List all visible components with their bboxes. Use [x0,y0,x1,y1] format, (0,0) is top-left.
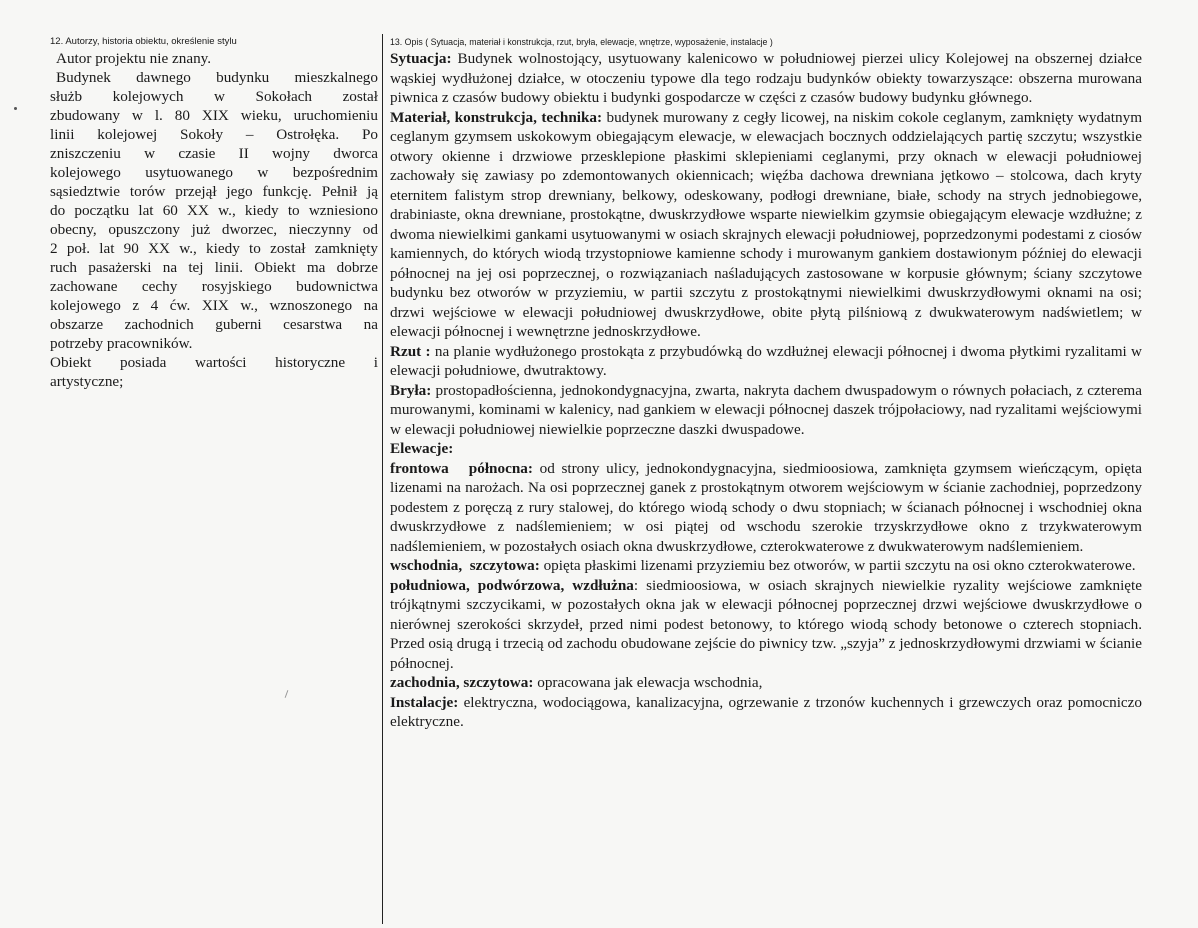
section-label: Instalacje: [390,693,459,711]
description-section [390,108,1142,342]
history-line: zbudowany w l. 80 XIX wieku, uruchomieniu [50,107,378,124]
section-text: prostopadłościenna, jednokondygnacyjna, zwarta, nakryta dachem dwuspadowym o równych połaciach, z czterema murowanymi, kominami w kalenicy, nad gankiem w elewacji północnej daszek trójpołaciowy, nad ryzalitami wejściowymi w elewacji południowej niewielkie poprzeczne daszki dwuspadowe. [390,381,1142,438]
history-line: potrzeby pracowników. [50,335,193,352]
history-line: zachowane cechy rosyjskiego budownictwa [50,278,378,295]
value-paragraph [50,353,378,391]
history-line: służb kolejowych w Sokołach został [50,88,378,105]
section-label: Elewacje: [390,440,454,457]
description-section [390,556,1142,576]
history-line: linii kolejowej Sokoły – Ostrołęka. Po [50,126,378,143]
section-text: Budynek wolnostojący, usytuowany kalenicowo w południowej pierzei ulicy Kolejowej na obszernej działce wąskiej wydłużonej działce, w otoczeniu typowe dla tego rodzaju budynków obiekty towarzyszące: obszerna murowana piwnica z czasów budowy obiektu i budynki gospodarcze w części z czasów budowy budynku głównego. [390,50,1142,106]
section-text: elektryczna, wodociągowa, kanalizacyjna, ogrzewanie z trzonów kuchennych i grzewczych oraz pomocniczo elektryczne. [390,693,1142,730]
history-line: kolejowego usytuowanego w bezpośrednim [50,164,378,181]
description-section [390,576,1142,674]
scan-speck [14,107,17,110]
section-text: : siedmioosiowa, w osiach skrajnych niewielkie ryzality wejściowe zamknięte trójkątnymi szczycikami, w pozostałych okna jak w elewacji północnej poprzecznej drzwi wejściowe dwuskrzydłowe o nierównej szerokości skrzydeł, przed nimi podest betonowy, to którego wiodą schody betonowe o czterech stopniach. Przed osią drugą i trzecią od zachodu obudowane zejście do piwnicy tzw. „szyja” z jednoskrzydłowymi drzwiami w ścianie północnej. [390,576,1143,672]
description-section [390,381,1142,440]
section-label: Materiał, konstrukcja, technika: [390,108,603,126]
description-column [390,36,1142,732]
section-label: frontowa północna: [390,459,533,477]
author-line: Autor projektu nie znany. [56,50,212,67]
history-paragraph [50,68,378,353]
section-label: Bryła: [390,381,432,399]
history-line: 2 poł. lat 90 XX w., kiedy to został zamknięty [50,240,378,257]
value-line: Obiekt posiada wartości historyczne i [50,354,378,371]
description-section [390,342,1142,381]
history-line: Budynek dawnego budynku mieszkalnego [56,69,378,86]
history-line: kolejowego z 4 ćw. XIX w., wznoszonego na [50,297,378,314]
history-column [50,36,378,391]
scan-speck [285,690,289,698]
section-label: Sytuacja: [390,50,452,67]
description-section [390,439,1142,459]
section-text: na planie wydłużonego prostokąta z przybudówką do wzdłużnej elewacji północnej i dwoma płytkimi ryzalitami w elewacji południowe, dwutraktowy. [390,342,1142,379]
section-label: wschodnia, szczytowa: [390,557,540,574]
description-section [390,49,1142,108]
history-line: obecny, opuszczony już dworzec, nieczynny od [50,221,378,238]
history-line: ruch pasażerski na tej linii. Obiekt ma dobrze [50,259,378,276]
value-line: artystyczne; [50,373,124,390]
description-section [390,693,1142,732]
description-body [390,49,1142,732]
history-header: 12. Autorzy, historia obiektu, określenie stylu [50,36,237,47]
history-line: do początku lat 60 XX w., kiedy to wzniesiono [50,202,378,219]
section-text: od strony ulicy, jednokondygnacyjna, siedmioosiowa, zamknięta gzymsem wieńczącym, opięta lizenami na narożach. Na osi poprzecznej ganek z prostokątnym otworem wejściowym w ścianie zachodniej, poprzedzony podestem z poręczą z rury stalowej, do którego wiodą schody o dwu stopniach; w ścianach północnej i wschodniej okna dwuskrzydłowe z nadślemieniem; w osi piątej od wschodu szerokie trzyskrzydłowe okno z trzykwaterowym nadślemieniem, w pozostałych osiach okna dwuskrzydłowe, czterokwaterowe z dwukwaterowym nadślemieniem. [390,459,1143,555]
description-header: 13. Opis ( Sytuacja, materiał i konstrukcja, rzut, bryła, elewacje, wnętrze, wyposażenie, instalacje ) [390,37,773,47]
history-line: obszarze zachodnich guberni cesarstwa na [50,316,378,333]
history-line: zniszczeniu w czasie II wojny dworca [50,145,378,162]
history-line: sąsiedztwie torów przejął jego funkcję. Pełnił ją [50,183,378,200]
section-text: budynek murowany z cegły licowej, na niskim cokole ceglanym, zamknięty wydatnym ceglanym gzymsem uskokowym obiegającym elewacje, w elewacjach bocznych oddzielających partię szczytu; wszystkie otwory okienne i drzwiowe przesklepione płaskimi sklepieniami ceglanymi, przy oknach w elewacji południowej zachowały się zawiasy po zdemontowanych okiennicach; więźba dachowa drewniana jętkowo – stolcowa, dach kryty eternitem falistym strop drewniany, belkowy, odeskowany, podłogi drewniane, białe, schody na strych jednobiegowe, drabiniaste, okna drewniane, prostokątne, dwuskrzydłowe wsparte niewielkim gzymsie obiegającym elewacje wzdłużne; z dwoma niewielkimi gankami usytuowanymi w osiach skrajnych elewacji południowej, poprzedzonymi podestami z ciosów kamiennych, do których wiodą trzystopniowe kamienne schody i murowanym gankiem dostawionym później do elewacji północnej na jej osi poprzecznej, o rozwiązaniach naśladujących zastosowane w korpusie głównym; ściany szczytowe budynku bez otworów w przyziemiu, w partii szczytu z prostokątnymi niewielkimi dwuskrzydłowymi oknami na osi; drzwi wejściowe w elewacji południowej dwuskrzydłowe, obite płytą pilśniową z dwukwaterowym nadświetlem; w elewacji północnej i wewnętrzne jednoskrzydłowe. [390,108,1143,340]
column-divider [382,34,383,924]
section-label: Rzut : [390,342,431,360]
section-text: opracowana jak elewacja wschodnia, [533,674,763,691]
section-label: południowa, podwórzowa, wzdłużna [390,576,634,594]
section-label: zachodnia, szczytowa: [390,674,534,691]
section-text: opięta płaskimi lizenami przyziemiu bez otworów, w partii szczytu na osi okno czterokwaterowe. [539,557,1136,574]
description-section [390,459,1142,557]
description-section [390,673,1142,693]
